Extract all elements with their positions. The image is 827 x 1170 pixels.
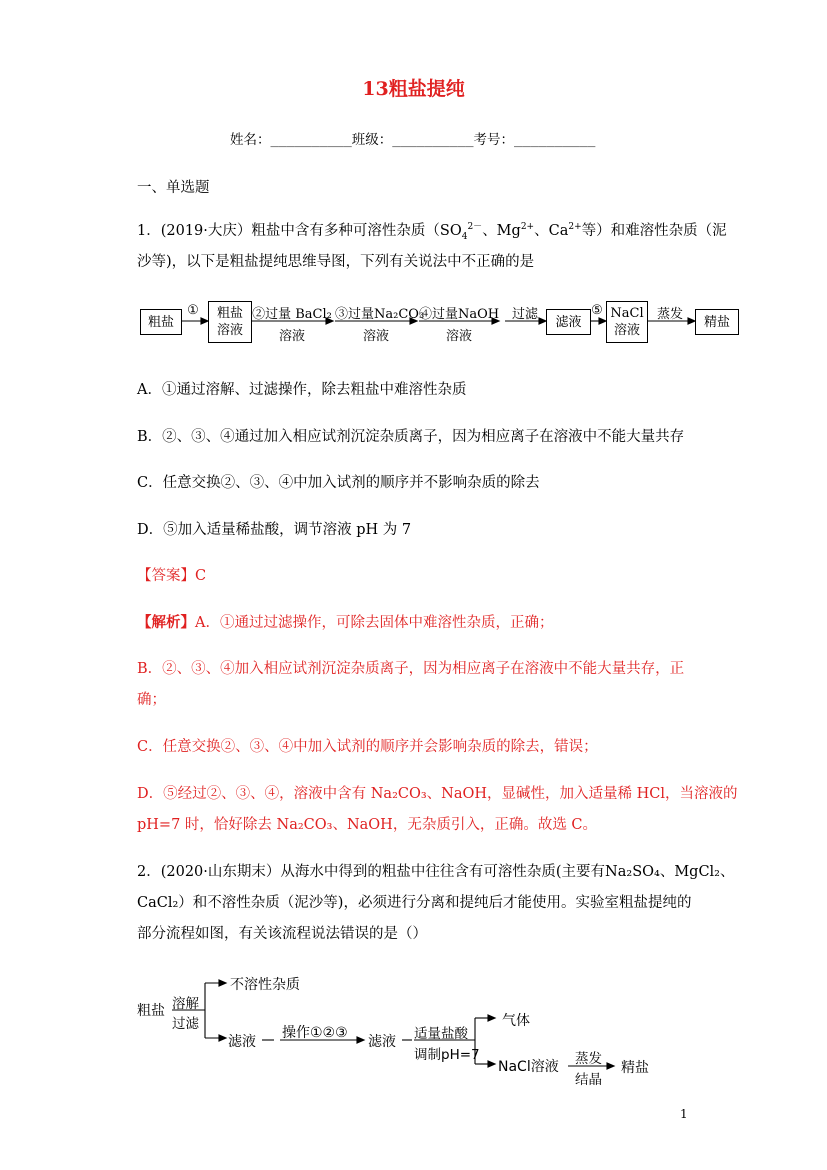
- flow-step-3-reagent: ③过量Na₂CO₃: [335, 307, 425, 322]
- q2-line-3: 部分流程如图，有关该流程说法错误的是（）: [137, 926, 427, 942]
- flow-box-crude-salt: 粗盐: [140, 309, 182, 335]
- q2-flow-crude-salt: 粗盐: [137, 1003, 165, 1019]
- q2-line-2: CaCl₂）和不溶性杂质（泥沙等)，必须进行分离和提纯后才能使用。实验室粗盐提纯的: [137, 895, 692, 911]
- q2-line-1: 2．(2020·山东期末）从海水中得到的粗盐中往往含有可溶性杂质(主要有Na₂SO₄、MgCl₂、: [137, 864, 735, 880]
- flow-step-2-reagent: ②过量 BaCl₂: [252, 307, 332, 322]
- flow-step-3-solution: 溶液: [362, 329, 389, 344]
- flow-step-1: ①: [187, 303, 199, 318]
- q2-flow-insoluble: 不溶性杂质: [230, 977, 300, 993]
- q2-flow-filtrate-2: 滤液: [368, 1034, 396, 1050]
- section-heading: 一、单选题: [137, 180, 210, 196]
- q2-flow-ph: 调制pH=7: [414, 1047, 480, 1063]
- q1-option-a: A．①通过溶解、过滤操作，除去粗盐中难溶性杂质: [137, 382, 467, 398]
- q2-flow-nacl-solution: NaCl溶液: [498, 1059, 559, 1075]
- q2-flow-evaporate: 蒸发: [575, 1051, 602, 1067]
- q2-flow-gas: 气体: [502, 1013, 530, 1029]
- q1-line-2: 沙等)，以下是粗盐提纯思维导图，下列有关说法中不正确的是: [137, 254, 535, 270]
- q2-flow-refined-salt: 精盐: [621, 1060, 649, 1076]
- q1-option-d: D．⑤加入适量稀盐酸，调节溶液 pH 为 7: [137, 522, 412, 538]
- flow-box-nacl-solution: NaCl 溶液: [606, 301, 648, 343]
- q1-analysis-line-1: 【解析】A．①通过过滤操作，可除去固体中难溶性杂质，正确；: [137, 614, 554, 631]
- q1-answer: 【答案】C: [137, 568, 207, 584]
- q1-option-b: B．②、③、④通过加入相应试剂沉淀杂质离子，因为相应离子在溶液中不能大量共存: [137, 429, 685, 445]
- q2-flow-filter: 过滤: [172, 1016, 199, 1032]
- q1-analysis-line-4: C．任意交换②、③、④中加入试剂的顺序并会影响杂质的除去，错误；: [137, 739, 598, 755]
- q2-flow-dissolve: 溶解: [172, 996, 199, 1012]
- flow-step-4-reagent: ④过量NaOH: [419, 307, 500, 322]
- q1-option-c: C．任意交换②、③、④中加入试剂的顺序并不影响杂质的除去: [137, 475, 540, 491]
- student-info-line: 姓名：__________班级：__________考号：__________: [230, 132, 596, 148]
- q1-analysis-line-5: D．⑤经过②、③、④，溶液中含有 Na₂CO₃、NaOH，显碱性，加入适量稀 HCl，当溶液的: [137, 786, 738, 802]
- flow-step-4-solution: 溶液: [445, 329, 472, 344]
- q2-flow-filtrate-1: 滤液: [228, 1034, 256, 1050]
- flow-step-5: ⑤: [591, 303, 603, 318]
- q2-flow-crystallize: 结晶: [575, 1072, 602, 1088]
- flow-evaporate-label: 蒸发: [656, 307, 683, 322]
- flow-step-2-solution: 溶液: [278, 329, 305, 344]
- q1-analysis-line-6: pH=7 时，恰好除去 Na₂CO₃、NaOH，无杂质引入，正确。故选 C。: [137, 817, 598, 833]
- flow-box-filtrate: 滤液: [546, 309, 591, 335]
- flow-filter-label: 过滤: [511, 307, 538, 322]
- q1-line-1: 1．(2019·大庆）粗盐中含有多种可溶性杂质（$SO_4^{2-}$、$Mg^{2+}$、$Ca^{2+}$等）和难溶性杂质（泥: [137, 222, 727, 242]
- q2-flow-operations: 操作①②③: [282, 1025, 348, 1041]
- page-title: 13粗盐提纯: [362, 78, 465, 100]
- q1-analysis-line-3: 确；: [137, 692, 166, 708]
- q1-analysis-line-2: B．②、③、④加入相应试剂沉淀杂质离子，因为相应离子在溶液中不能大量共存，正: [137, 661, 685, 677]
- page-number: 1: [680, 1107, 688, 1121]
- q2-flow-hcl: 适量盐酸: [414, 1026, 468, 1042]
- flow-box-crude-salt-solution: 粗盐 溶液: [208, 301, 252, 343]
- flow-box-refined-salt: 精盐: [695, 309, 739, 335]
